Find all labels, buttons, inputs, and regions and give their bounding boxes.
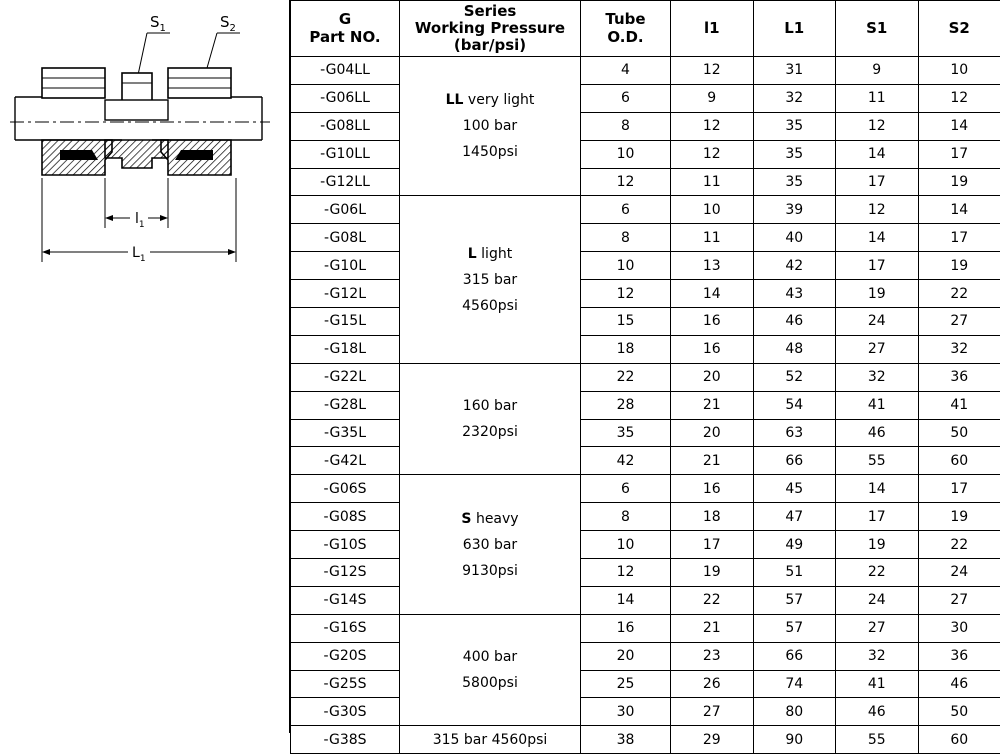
part-number-cell: -G16S — [291, 614, 400, 642]
S1-cell: 14 — [836, 140, 919, 168]
part-number-cell: -G06L — [291, 196, 400, 224]
S1-cell: 32 — [836, 642, 919, 670]
S2-cell: 12 — [918, 84, 1000, 112]
S1-cell: 55 — [836, 447, 919, 475]
table-row — [291, 614, 1000, 642]
part-number-cell: -G08LL — [291, 112, 400, 140]
header-part-no: G Part NO. — [291, 1, 400, 57]
series-line: S heavy — [400, 506, 580, 532]
S2-cell: 19 — [918, 252, 1000, 280]
header-L1: L1 — [753, 1, 836, 57]
tube-cell: 8 — [581, 503, 671, 531]
series-cell — [400, 614, 581, 726]
tube-cell: 6 — [581, 475, 671, 503]
header-tube-od: Tube O.D. — [581, 1, 671, 57]
series-line: 160 bar — [400, 393, 580, 419]
part-number-cell: -G06S — [291, 475, 400, 503]
table-row — [291, 57, 1000, 85]
series-line: 4560psi — [400, 293, 580, 319]
part-number-cell: -G30S — [291, 698, 400, 726]
table-row — [291, 335, 1000, 363]
table-row — [291, 670, 1000, 698]
L1-cell: 35 — [753, 168, 836, 196]
part-number-cell: -G15L — [291, 308, 400, 336]
S2-cell: 27 — [918, 308, 1000, 336]
part-number-cell: -G20S — [291, 642, 400, 670]
l1-cell: 14 — [671, 280, 754, 308]
L1-cell: 90 — [753, 726, 836, 754]
S2-cell: 17 — [918, 224, 1000, 252]
l1-cell: 13 — [671, 252, 754, 280]
L1-cell: 52 — [753, 363, 836, 391]
S1-cell: 46 — [836, 698, 919, 726]
l1-cell: 21 — [671, 391, 754, 419]
series-cell — [400, 196, 581, 363]
l1-cell: 16 — [671, 475, 754, 503]
header-series: Series Working Pressure (bar/psi) — [400, 1, 581, 57]
L1-cell: 31 — [753, 57, 836, 85]
S1-cell: 32 — [836, 363, 919, 391]
S1-cell: 19 — [836, 280, 919, 308]
part-number-cell: -G25S — [291, 670, 400, 698]
l1-cell: 11 — [671, 224, 754, 252]
S1-cell: 24 — [836, 308, 919, 336]
L1-cell: 39 — [753, 196, 836, 224]
S2-cell: 30 — [918, 614, 1000, 642]
l1-cell: 22 — [671, 586, 754, 614]
L1-cell: 63 — [753, 419, 836, 447]
part-number-cell: -G28L — [291, 391, 400, 419]
l1-cell: 27 — [671, 698, 754, 726]
l1-dimension-label: $l_1$ — [135, 211, 145, 230]
tube-cell: 15 — [581, 308, 671, 336]
l1-cell: 21 — [671, 614, 754, 642]
tube-cell: 38 — [581, 726, 671, 754]
L1-cell: 32 — [753, 84, 836, 112]
l1-cell: 12 — [671, 57, 754, 85]
S1-cell: 17 — [836, 168, 919, 196]
table-row — [291, 586, 1000, 614]
tube-cell: 16 — [581, 614, 671, 642]
L1-dimension-label: $L_1$ — [132, 245, 146, 264]
L1-cell: 66 — [753, 642, 836, 670]
L1-cell: 46 — [753, 308, 836, 336]
l1-cell: 16 — [671, 308, 754, 336]
S2-cell: 60 — [918, 447, 1000, 475]
series-line: 315 bar — [400, 267, 580, 293]
l1-cell: 20 — [671, 419, 754, 447]
table-body — [291, 57, 1000, 754]
series-line: 630 bar — [400, 532, 580, 558]
S2-cell: 17 — [918, 140, 1000, 168]
S2-cell: 50 — [918, 698, 1000, 726]
S1-cell: 14 — [836, 475, 919, 503]
L1-cell: 35 — [753, 140, 836, 168]
L1-cell: 51 — [753, 559, 836, 587]
table-row — [291, 280, 1000, 308]
S1-cell: 27 — [836, 614, 919, 642]
L1-cell: 45 — [753, 475, 836, 503]
series-line: L light — [400, 241, 580, 267]
table-row — [291, 112, 1000, 140]
l1-cell: 10 — [671, 196, 754, 224]
fitting-spec-table — [290, 0, 1000, 754]
L1-cell: 54 — [753, 391, 836, 419]
tube-cell: 10 — [581, 531, 671, 559]
table-row — [291, 503, 1000, 531]
series-line: 9130psi — [400, 558, 580, 584]
tube-cell: 12 — [581, 168, 671, 196]
part-number-cell: -G10S — [291, 531, 400, 559]
S2-cell: 17 — [918, 475, 1000, 503]
S1-cell: 11 — [836, 84, 919, 112]
series-line: 5800psi — [400, 670, 580, 696]
l1-cell: 20 — [671, 363, 754, 391]
tube-cell: 28 — [581, 391, 671, 419]
table-row — [291, 140, 1000, 168]
l1-cell: 11 — [671, 168, 754, 196]
S2-cell: 41 — [918, 391, 1000, 419]
tube-cell: 10 — [581, 252, 671, 280]
part-number-cell: -G22L — [291, 363, 400, 391]
L1-cell: 43 — [753, 280, 836, 308]
table-row — [291, 698, 1000, 726]
S2-cell: 14 — [918, 112, 1000, 140]
l1-cell: 23 — [671, 642, 754, 670]
S2-cell: 14 — [918, 196, 1000, 224]
l1-cell: 12 — [671, 112, 754, 140]
S2-cell: 22 — [918, 531, 1000, 559]
S1-cell: 9 — [836, 57, 919, 85]
table-row — [291, 168, 1000, 196]
S1-cell: 22 — [836, 559, 919, 587]
tube-cell: 12 — [581, 559, 671, 587]
series-line: 2320psi — [400, 419, 580, 445]
S2-cell: 36 — [918, 363, 1000, 391]
series-line: 100 bar — [400, 113, 580, 139]
tube-cell: 30 — [581, 698, 671, 726]
table-row — [291, 531, 1000, 559]
S2-cell: 24 — [918, 559, 1000, 587]
tube-cell: 12 — [581, 280, 671, 308]
L1-cell: 57 — [753, 614, 836, 642]
part-number-cell: -G08L — [291, 224, 400, 252]
part-number-cell: -G06LL — [291, 84, 400, 112]
table-row — [291, 726, 1000, 754]
part-number-cell: -G08S — [291, 503, 400, 531]
fitting-cross-section-drawing — [0, 0, 288, 300]
l1-cell: 18 — [671, 503, 754, 531]
l1-cell: 17 — [671, 531, 754, 559]
part-number-cell: -G42L — [291, 447, 400, 475]
L1-cell: 40 — [753, 224, 836, 252]
tube-cell: 8 — [581, 224, 671, 252]
part-number-cell: -G10LL — [291, 140, 400, 168]
tube-cell: 22 — [581, 363, 671, 391]
series-cell — [400, 475, 581, 614]
series-cell — [400, 57, 581, 196]
L1-cell: 49 — [753, 531, 836, 559]
tube-cell: 4 — [581, 57, 671, 85]
l1-cell: 9 — [671, 84, 754, 112]
table-row — [291, 391, 1000, 419]
tube-cell: 25 — [581, 670, 671, 698]
l1-cell: 29 — [671, 726, 754, 754]
S2-cell: 27 — [918, 586, 1000, 614]
series-line: 400 bar — [400, 644, 580, 670]
S1-cell: 55 — [836, 726, 919, 754]
tube-cell: 6 — [581, 196, 671, 224]
l1-cell: 12 — [671, 140, 754, 168]
tube-cell: 8 — [581, 112, 671, 140]
S2-cell: 46 — [918, 670, 1000, 698]
L1-cell: 48 — [753, 335, 836, 363]
table-row — [291, 308, 1000, 336]
l1-cell: 19 — [671, 559, 754, 587]
S1-cell: 17 — [836, 503, 919, 531]
table-row — [291, 419, 1000, 447]
S1-cell: 12 — [836, 112, 919, 140]
header-S2: S2 — [918, 1, 1000, 57]
part-number-cell: -G04LL — [291, 57, 400, 85]
part-number-cell: -G12S — [291, 559, 400, 587]
l1-cell: 26 — [671, 670, 754, 698]
table-row — [291, 196, 1000, 224]
series-cell — [400, 726, 581, 754]
S2-cell: 36 — [918, 642, 1000, 670]
S1-cell: 14 — [836, 224, 919, 252]
tube-cell: 35 — [581, 419, 671, 447]
S1-cell: 41 — [836, 670, 919, 698]
part-number-cell: -G38S — [291, 726, 400, 754]
tube-cell: 14 — [581, 586, 671, 614]
L1-cell: 66 — [753, 447, 836, 475]
part-number-cell: -G12L — [291, 280, 400, 308]
table-row — [291, 363, 1000, 391]
L1-cell: 35 — [753, 112, 836, 140]
tube-cell: 10 — [581, 140, 671, 168]
S1-cell: 41 — [836, 391, 919, 419]
tube-cell: 20 — [581, 642, 671, 670]
header-S1: S1 — [836, 1, 919, 57]
table-header-row — [291, 1, 1000, 57]
series-line: 315 bar 4560psi — [400, 727, 580, 753]
L1-cell: 57 — [753, 586, 836, 614]
S1-cell: 12 — [836, 196, 919, 224]
l1-cell: 16 — [671, 335, 754, 363]
S2-cell: 50 — [918, 419, 1000, 447]
L1-cell: 42 — [753, 252, 836, 280]
table-row — [291, 84, 1000, 112]
part-number-cell: -G12LL — [291, 168, 400, 196]
fitting-drawing-panel — [0, 0, 290, 733]
S2-cell: 32 — [918, 335, 1000, 363]
series-line: 1450psi — [400, 139, 580, 165]
L1-cell: 47 — [753, 503, 836, 531]
tube-cell: 18 — [581, 335, 671, 363]
part-number-cell: -G18L — [291, 335, 400, 363]
S1-cell: 17 — [836, 252, 919, 280]
part-number-cell: -G35L — [291, 419, 400, 447]
table-row — [291, 475, 1000, 503]
tube-cell: 6 — [581, 84, 671, 112]
series-cell — [400, 363, 581, 475]
header-l1: l1 — [671, 1, 754, 57]
table-row — [291, 447, 1000, 475]
S2-cell: 19 — [918, 168, 1000, 196]
S2-cell: 10 — [918, 57, 1000, 85]
s1-label: $S_1$ — [150, 13, 166, 34]
L1-cell: 74 — [753, 670, 836, 698]
S1-cell: 24 — [836, 586, 919, 614]
series-line: LL very light — [400, 87, 580, 113]
table-row — [291, 224, 1000, 252]
S1-cell: 19 — [836, 531, 919, 559]
S1-cell: 27 — [836, 335, 919, 363]
S1-cell: 46 — [836, 419, 919, 447]
part-number-cell: -G10L — [291, 252, 400, 280]
S2-cell: 22 — [918, 280, 1000, 308]
L1-cell: 80 — [753, 698, 836, 726]
l1-cell: 21 — [671, 447, 754, 475]
s2-label: $S_2$ — [220, 13, 236, 34]
table-row — [291, 559, 1000, 587]
table-row — [291, 252, 1000, 280]
tube-cell: 42 — [581, 447, 671, 475]
part-number-cell: -G14S — [291, 586, 400, 614]
S2-cell: 19 — [918, 503, 1000, 531]
S2-cell: 60 — [918, 726, 1000, 754]
table-row — [291, 642, 1000, 670]
